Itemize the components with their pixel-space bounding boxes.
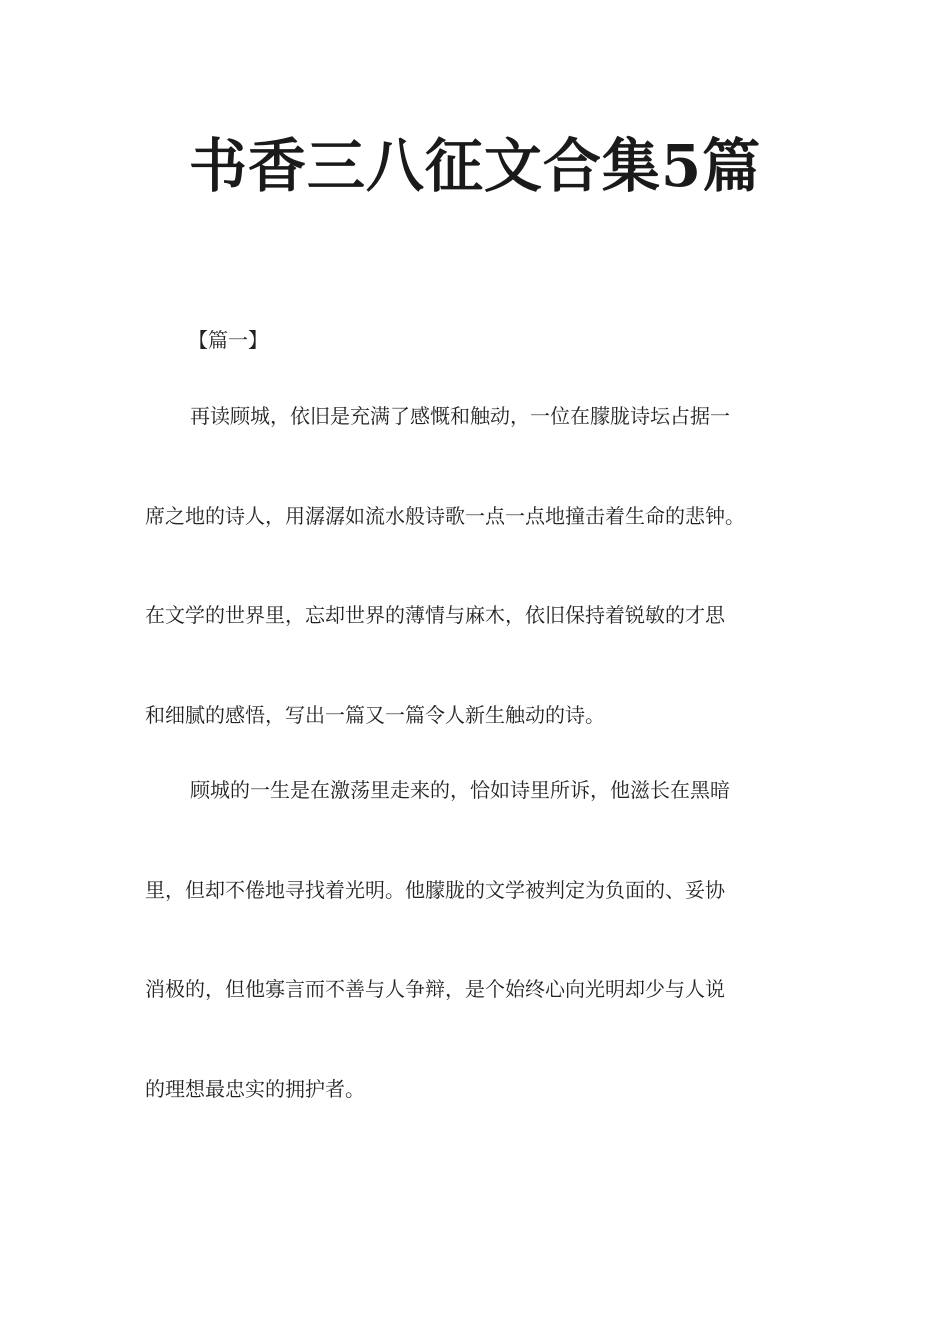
paragraph-2-line-1: 顾城的一生是在激荡里走来的，恰如诗里所诉，他滋长在黑暗 bbox=[190, 778, 730, 802]
paragraph-2-line-2: 里，但却不倦地寻找着光明。他朦胧的文学被判定为负面的、妥协 bbox=[145, 878, 725, 902]
paragraph-1-line-3: 在文学的世界里，忘却世界的薄情与麻木，依旧保持着锐敏的才思 bbox=[145, 603, 725, 627]
paragraph-1-line-1: 再读顾城，依旧是充满了感慨和触动，一位在朦胧诗坛占据一 bbox=[190, 404, 730, 428]
paragraph-2-line-3: 消极的，但他寡言而不善与人争辩，是个始终心向光明却少与人说 bbox=[145, 977, 725, 1001]
paragraph-1-line-4: 和细腻的感悟，写出一篇又一篇令人新生触动的诗。 bbox=[145, 703, 605, 727]
section-label: 【篇一】 bbox=[188, 328, 268, 352]
paragraph-1-line-2: 席之地的诗人，用潺潺如流水般诗歌一点一点地撞击着生命的悲钟。 bbox=[145, 504, 745, 528]
paragraph-2-line-4: 的理想最忠实的拥护者。 bbox=[145, 1077, 365, 1101]
document-title: 书香三八征文合集5篇 bbox=[188, 132, 762, 200]
